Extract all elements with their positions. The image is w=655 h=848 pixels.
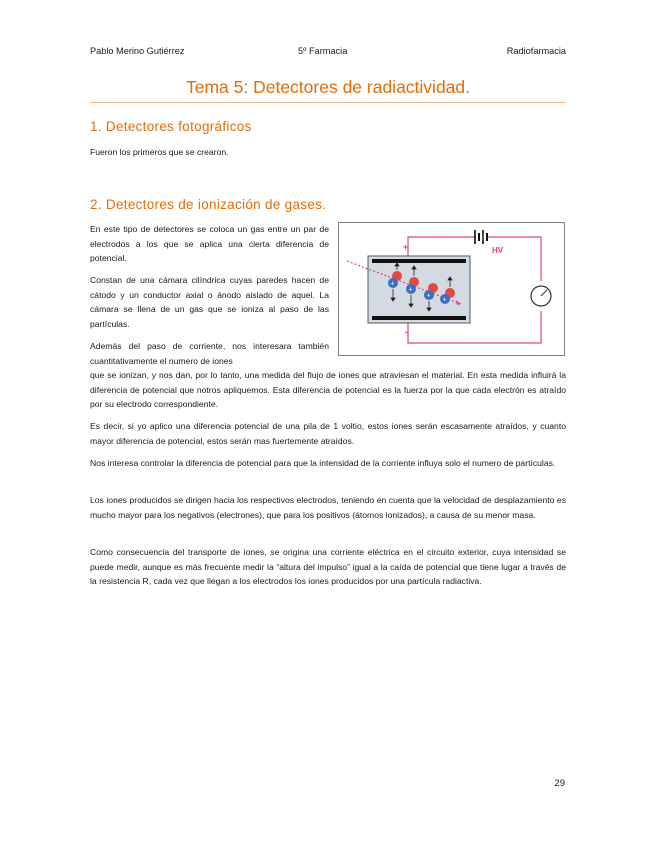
header-course: 5º Farmacia <box>298 46 348 56</box>
high-voltage-label: HV <box>492 246 504 255</box>
paragraph-1: En este tipo de detectores se coloca un gas entre un par de electrodos a los que se aplica una cierta diferencia de potencial. <box>90 224 329 263</box>
page-number: 29 <box>554 778 565 789</box>
title-underline <box>90 102 566 103</box>
svg-text:+: + <box>426 292 431 300</box>
svg-text:+: + <box>442 296 447 304</box>
page-title: Tema 5: Detectores de radiactividad. <box>185 77 471 97</box>
ionization-chamber-diagram <box>338 222 565 356</box>
svg-text:+: + <box>408 286 413 294</box>
header-author: Pablo Merino Gutiérrez <box>90 46 185 56</box>
negative-terminal-label: - <box>405 327 408 337</box>
cathode-plate <box>372 316 466 320</box>
gas-chamber <box>368 256 470 323</box>
section-1-heading: 1. Detectores fotográficos <box>90 119 252 134</box>
svg-text:+: + <box>390 280 395 288</box>
section-1-text: Fueron los primeros que se crearon. <box>90 147 229 157</box>
positive-terminal-label: + <box>403 242 409 252</box>
header-subject: Radiofarmacia <box>506 46 566 56</box>
paragraph-3-cont: que se ionizan, y nos dan, por lo tanto, una medida del flujo de iones que atraviesan el material. En esta medida influirá la diferencia de potencial que notros apliquemos. Esta diferencia de potencial es la fuerza por la que cada electrón es atraído por su electrodo correspondiente. <box>90 370 566 409</box>
section-2-heading: 2. Detectores de ionización de gases. <box>90 197 327 212</box>
paragraph-3-start: Además del paso de corriente, nos interesara también cuantitativamente el numero de iones <box>90 341 329 366</box>
paragraph-4: Es decir, si yo aplico una diferencia potencial de una pila de 1 voltio, estos iones serán escasamente atraídos, y cuanto mayor diferencia de potencial, estos serán mas fuertemente atraídos. <box>90 421 566 446</box>
page-header <box>90 46 566 60</box>
paragraph-2: Constan de una cámara cilíndrica cuyas paredes hacen de cátodo y un conductor axial o ánodo aislado de aquel. La cámara se llena de un gas que se ioniza al paso de las partículas. <box>90 275 329 329</box>
anode-plate <box>372 259 466 263</box>
paragraph-6: Los iones producidos se dirigen hacia los respectivos electrodos, teniendo en cuenta que la velocidad de desplazamiento es mucho mayor para los negativos (electrones), que para los positivos (átomos ionizados), a causa de su menor masa. <box>90 495 566 520</box>
paragraph-7: Como consecuencia del transporte de iones, se origina una corriente eléctrica en el circuito exterior, cuya intensidad se puede medir, aunque es más frecuente medir la “altura del impulso” igual a la caída de potencial que tiene lugar a través de la resistencia R, cada vez que llegan a los electrodos los iones producidos por una partícula radiactiva. <box>90 547 566 586</box>
paragraph-5: Nos interesa controlar la diferencia de potencial para que la intensidad de la corriente influya solo el numero de partículas. <box>90 458 556 468</box>
